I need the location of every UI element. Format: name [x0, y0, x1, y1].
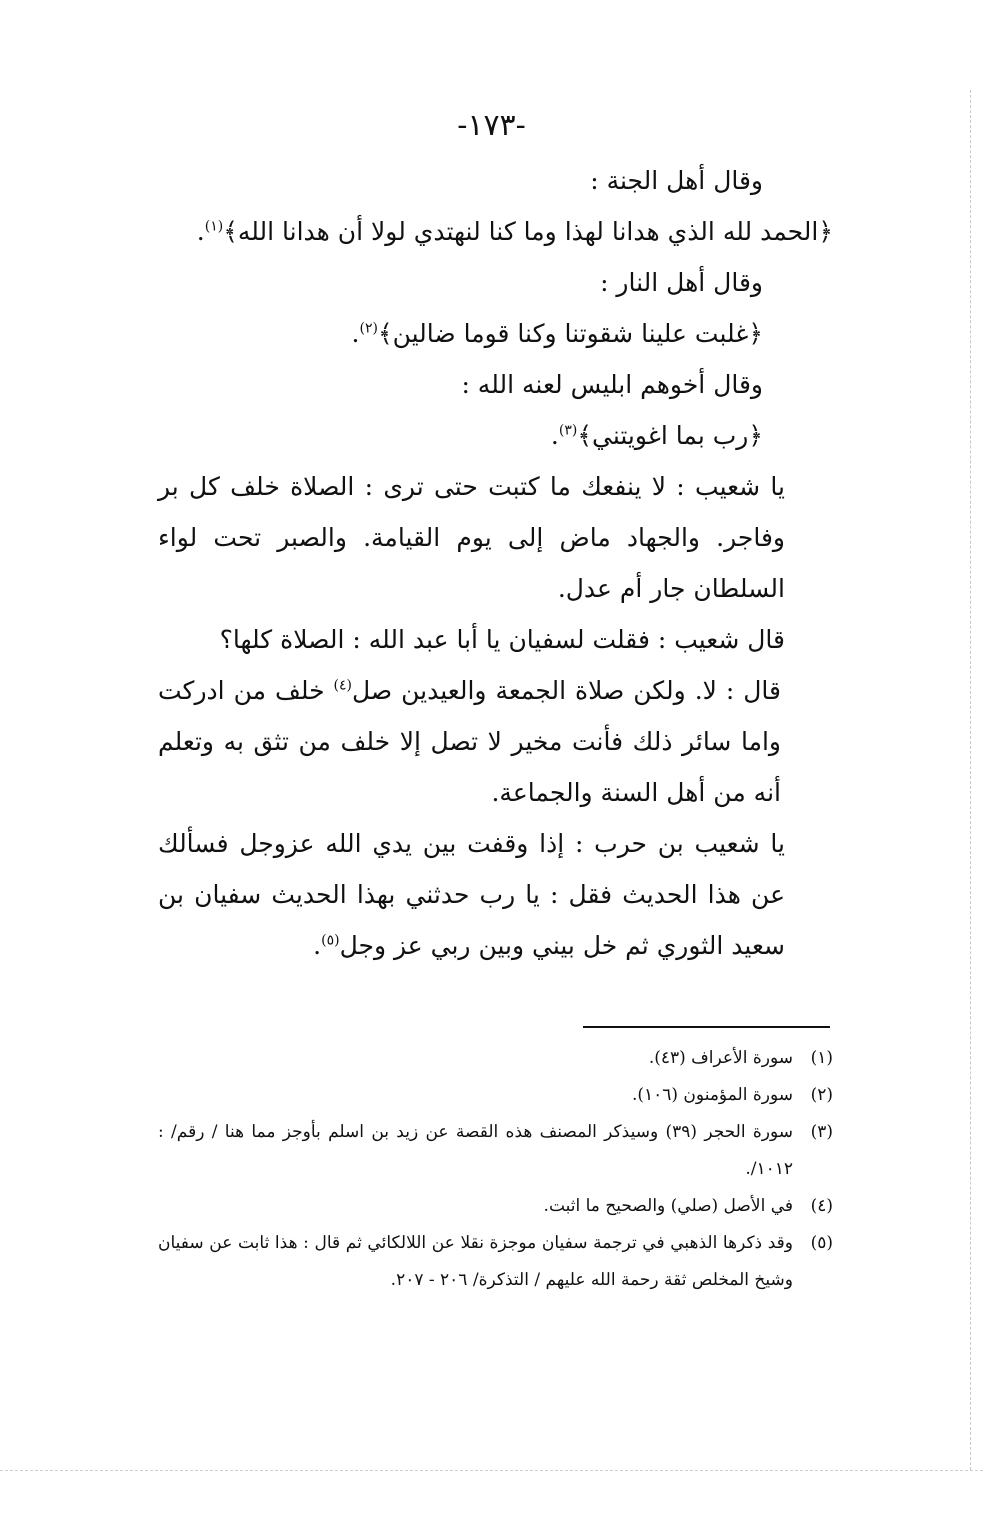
- footnote-separator: [583, 1026, 830, 1028]
- footnote-text: سورة الحجر (٣٩) وسيذكر المصنف هذه القصة عن زيد بن اسلم بأوجز مما هنا / رقم/ : ١٠١٢/.: [158, 1122, 794, 1179]
- paragraph-people-of-fire: وقال أهل النار :: [600, 268, 763, 297]
- footnote-ref-4: (٤): [333, 677, 352, 694]
- footnotes: [158, 1040, 833, 1299]
- quote-iblis-text: ﴿رب بما اغويتني﴾: [577, 421, 763, 450]
- body-text: [158, 155, 833, 971]
- footnote-ref-3: (٣): [558, 422, 578, 439]
- paragraph-iblis: وقال أخوهم ابليس لعنه الله :: [461, 370, 763, 399]
- paragraph-standing-before-god: يا شعيب بن حرب : إذا وقفت بين يدي الله عزوجل فسألك عن هذا الحديث فقل : يا رب حدثني بهذا الحديث سفيان بن سعيد الثوري ثم خل بيني وبين ربي عز وجل$^{(٥)}$.: [158, 829, 785, 960]
- page-number: -١٧٣-: [457, 108, 526, 143]
- paragraph-answer-part-1: قال : لا. ولكن صلاة الجمعة والعيدين صل: [352, 676, 781, 705]
- quote-fire: ﴿غلبت علينا شقوتنا وكنا قوما ضالين﴾$^{(٢)}$.: [351, 319, 763, 348]
- footnote-ref-1: (١): [204, 218, 224, 235]
- paragraph-people-of-paradise: وقال أهل الجنة :: [590, 166, 763, 195]
- paragraph-shuayb-question: قال شعيب : فقلت لسفيان يا أبا عبد الله : الصلاة كلها؟: [219, 625, 785, 654]
- footnote-ref-5: (٥): [321, 932, 340, 949]
- footnote-5: [158, 1225, 833, 1299]
- paragraph-standing-text: يا شعيب بن حرب : إذا وقفت بين يدي الله عزوجل فسألك عن هذا الحديث فقل : يا رب حدثني بهذا الحديث سفيان بن سعيد الثوري ثم خل بيني وبين ربي عز وجل: [158, 829, 785, 960]
- footnote-text: سورة المؤمنون (١٠٦).: [631, 1085, 793, 1105]
- footnote-number: (٢): [810, 1085, 833, 1105]
- footnote-1: [158, 1040, 833, 1077]
- quote-paradise-text: ﴿الحمد لله الذي هدانا لهذا وما كنا لنهتدي لولا أن هدانا الله﴾: [223, 217, 833, 246]
- footnote-text: في الأصل (صلي) والصحيح ما اثبت.: [543, 1196, 793, 1216]
- footnote-ref-2: (٢): [359, 320, 378, 337]
- paragraph-shuayb-prayer: يا شعيب : لا ينفعك ما كتبت حتى ترى : الصلاة خلف كل بر وفاجر. والجهاد ماض إلى يوم القيامة. والصبر تحت لواء السلطان جار أم عدل.: [158, 472, 785, 603]
- footnote-number: (٤): [810, 1196, 833, 1216]
- scan-bottom-line: [0, 1470, 983, 1471]
- quote-iblis: ﴿رب بما اغويتني﴾$^{(٣)}$.: [550, 421, 763, 450]
- quote-fire-text: ﴿غلبت علينا شقوتنا وكنا قوما ضالين﴾: [377, 319, 763, 348]
- footnote-2: [158, 1077, 833, 1114]
- footnote-4: [158, 1188, 833, 1225]
- footnote-text: وقد ذكرها الذهبي في ترجمة سفيان موجزة نقلا عن اللالكائي ثم قال : هذا ثابت عن سفيان وشيخ المخلص ثقة رحمة الله عليهم / التذكرة/ ٢٠٦ - ٢٠٧.: [158, 1233, 793, 1290]
- footnote-3: [158, 1114, 833, 1188]
- footnote-number: (١): [810, 1048, 833, 1068]
- quote-paradise: ﴿الحمد لله الذي هدانا لهذا وما كنا لنهتدي لولا أن هدانا الله﴾$^{(١)}$.: [196, 217, 833, 246]
- scan-edge-line: [970, 90, 971, 1470]
- footnote-text: سورة الأعراف (٤٣).: [648, 1048, 793, 1068]
- paragraph-answer-part-2: خلف من ادركت واما سائر ذلك فأنت مخير لا تصل إلا خلف من تثق به وتعلم أنه من أهل السنة والجماعة.: [158, 676, 781, 807]
- footnote-number: (٣): [810, 1122, 833, 1142]
- paragraph-answer: [158, 665, 833, 818]
- footnote-number: (٥): [810, 1233, 833, 1253]
